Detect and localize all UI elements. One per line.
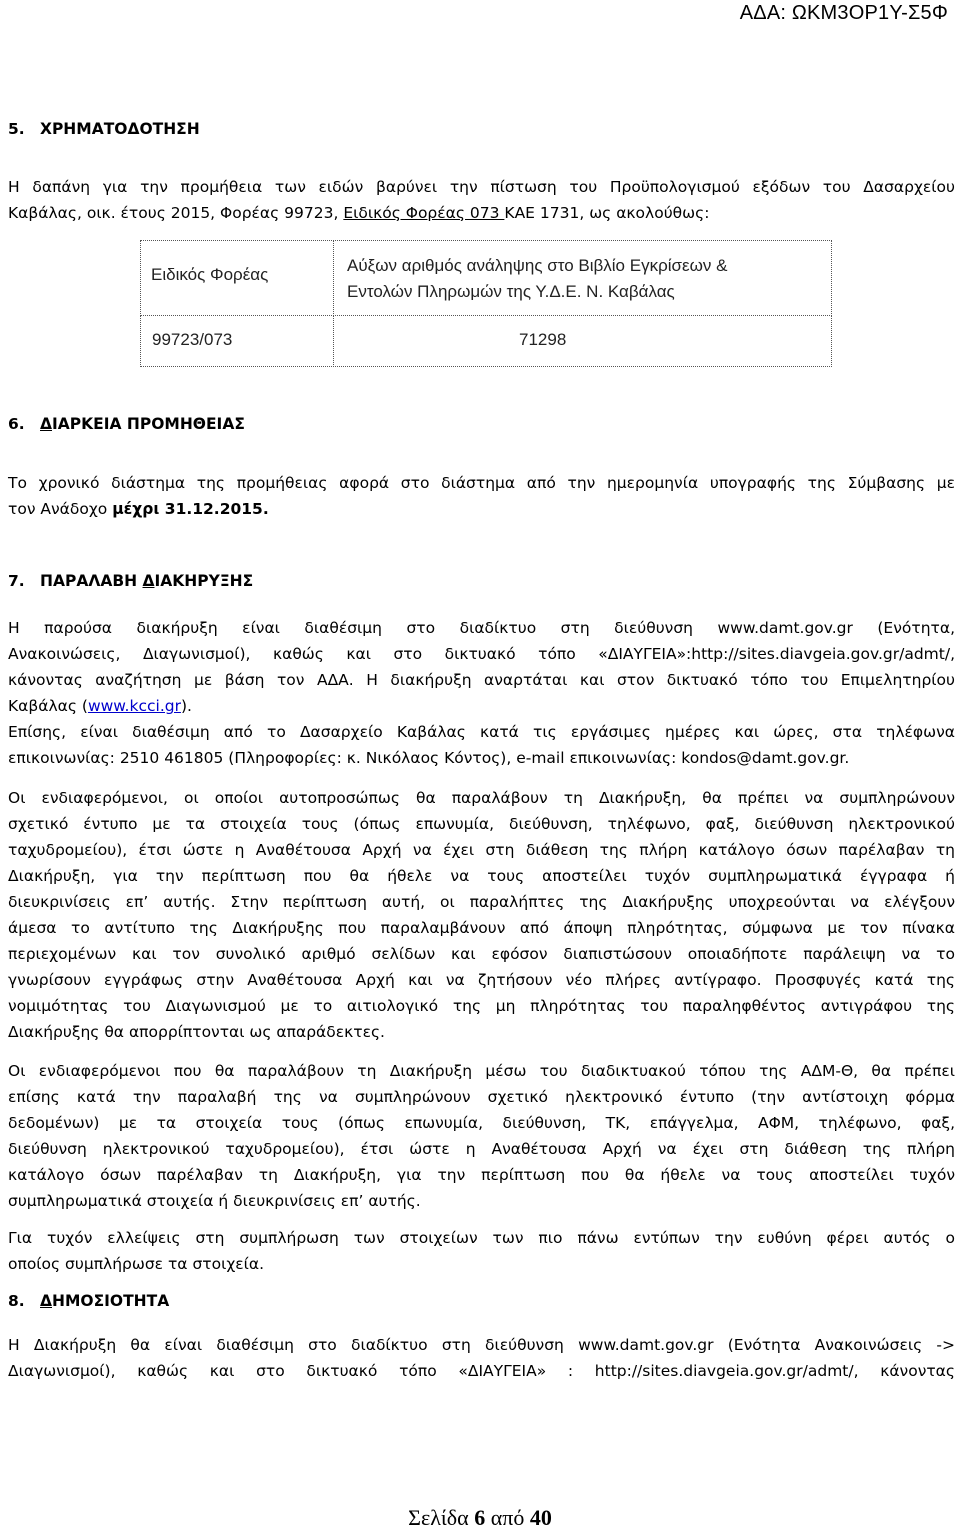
section-6-title: ΙΑΡΚΕΙΑ ΠΡΟΜΗΘΕΙΑΣ [52,415,245,433]
section-7-p1-line-3: κάνοντας αναζήτηση με βάση τον ΑΔΑ. Η διακήρυξη αναρτάται και στον δικτυακό τόπο του Επιμελητηρίου [8,671,955,689]
section-7-title: ΙΑΚΗΡΥΞΗΣ [154,572,254,590]
section-7-p1-line-4 [8,693,955,719]
table-header-col2-line1: Αύξων αριθμός ανάληψης στο Βιβλίο Εγκρίσεων & [347,256,728,275]
ada-code-header: ΑΔΑ: ΩΚΜ3ΟΡ1Υ-Σ5Φ [739,2,948,24]
table-row-col2 [333,315,832,367]
section-7-title-part-a: ΠΑΡΑΛΑΒΗ [40,572,143,590]
section-8-title: ΗΜΟΣΙΟΤΗΤΑ [52,1292,170,1310]
page-of-label: από [490,1505,525,1530]
section-5-paragraph [8,174,955,226]
section-7-p1-line-2: Ανακοινώσεις, Διαγωνισμοί), καθώς και στο δικτυακό τόπο «ΔΙΑΥΓΕΙΑ»:http://sites.diavgeia.gov.gr/admt/, [8,645,955,663]
section-5-line-2-part-a: Καβάλας, οικ. έτους 2015, Φορέας 99723, [8,204,344,222]
section-6-heading [8,415,245,433]
section-7-p1-line-4-a: Καβάλας ( [8,697,88,715]
section-7-paragraph-1 [8,615,955,719]
section-7-p3-line: ταχυδρομείου), έτσι ώστε η Αναθέτουσα Αρχή να έχει στη διάθεση της πλήρη κατάλογο όσων παρέλαβαν τη [8,841,955,859]
section-8-title-underlined: Δ [40,1292,52,1310]
section-6-line-2-part-a: τον Ανάδοχο [8,500,113,518]
table-row-col1 [140,315,334,367]
section-8-line-2: Διαγωνισμοί), καθώς και στο δικτυακό τόπο «ΔΙΑΥΓΕΙΑ» : http://sites.diavgeia.gov.gr/admt/, κάνοντας [8,1362,955,1380]
page-current-number: 6 [474,1505,486,1530]
section-7-p3-line: γνωρίσουν εγγράφως στην Αναθέτουσα Αρχή και να ζητήσουν νέο πλήρες αντίγραφο. Προσφυγές κατά της [8,971,955,989]
section-7-paragraph-2 [8,719,955,771]
section-6-line-1: Το χρονικό διάστημα της προμήθειας αφορά στο διάστημα από την ημερομηνία υπογραφής της Σύμβασης με [8,474,955,492]
section-8-heading [8,1292,169,1310]
section-7-p5-line-2: οποίος συμπλήρωσε τα στοιχεία. [8,1255,265,1273]
section-7-p5-line-1: Για τυχόν ελλείψεις στη συμπλήρωση των στοιχείων των πιο πάνω εντύπων την ευθύνη φέρει αυτός ο [8,1229,955,1247]
funding-table [140,240,832,367]
page-footer [0,1505,960,1531]
section-7-p1-line-1: Η παρούσα διακήρυξη είναι διαθέσιμη στο διαδίκτυο στη διεύθυνση www.damt.gov.gr (Ενότητα, [8,619,955,637]
table-row-col1-text: 99723/073 [152,330,233,349]
section-7-p4-line: δεδομένων) με τα στοιχεία τους (όπως επωνυμία, διεύθυνση, ΤΚ, επάγγελμα, ΑΦΜ, τηλέφωνο, φαξ, [8,1114,955,1132]
section-7-p4-line: Οι ενδιαφερόμενοι που θα παραλάβουν τη Διακήρυξη μέσω του διαδικτυακού τόπου της ΑΔΜ-Θ, θα πρέπει [8,1062,955,1080]
section-7-p3-line: νομιμότητας του Διαγωνισμού με το αιτιολογικό της μη πληρότητας του παραληφθέντος αντιγράφου της [8,997,955,1015]
table-row-col2-text: 71298 [519,330,567,349]
section-7-p3-line: Διακήρυξης θα απορρίπτονται ως απαράδεκτες. [8,1023,385,1041]
section-7-p4-line: κατάλογο όσων παρέλαβαν τη Διακήρυξη, για την περίπτωση που θα ήθελε να τους αποστείλει τυχόν [8,1166,955,1184]
section-6-line-2 [8,496,955,522]
section-5-line-1: Η δαπάνη για την προμήθεια των ειδών βαρύνει την πίστωση του Προϋπολογισμού εξόδων του Δασαρχείου [8,178,955,196]
section-5-heading [8,120,200,138]
section-8-paragraph [8,1332,955,1384]
page-label: Σελίδα [408,1505,469,1530]
section-6-paragraph [8,470,955,522]
section-7-p3-line: Οι ενδιαφερόμενοι, οι οποίοι αυτοπροσώπως θα παραλάβουν τη Διακήρυξη, θα πρέπει να συμπληρώνουν [8,789,955,807]
section-5-number: 5. [8,120,25,138]
section-7-heading [8,572,253,590]
section-7-paragraph-4 [8,1058,955,1214]
section-7-p2-line-1: Επίσης, είναι διαθέσιμη από το Δασαρχείο Καβάλας κατά τις εργάσιμες ημέρες και ώρες, στα τηλέφωνα [8,723,955,741]
section-7-p2-line-2: επικοινωνίας: 2510 461805 (Πληροφορίες: κ. Νικόλαος Κόντος), e-mail επικοινωνίας: kondos@damt.gov.gr. [8,749,850,767]
section-7-p3-line: άμεσα το αντίτυπο της Διακήρυξης που παραλαμβάνουν από άποψη πληρότητας, σύμφωνα με τον πίνακα [8,919,955,937]
section-7-p3-line: Διακήρυξη, για την περίπτωση που θα ήθελε να τους αποστείλει τυχόν συμπληρωματικά έγγραφα ή [8,867,955,885]
section-7-number: 7. [8,572,25,590]
table-header-col2 [333,240,832,316]
section-5-title: ΧΡΗΜΑΤΟΔΟΤΗΣΗ [40,120,200,138]
table-header-col2-text [347,253,727,305]
section-8-line-1: Η Διακήρυξη θα είναι διαθέσιμη στο διαδίκτυο στη διεύθυνση www.damt.gov.gr (Ενότητα Ανακοινώσεις -> [8,1336,955,1354]
kcci-link[interactable]: www.kcci.gr [87,697,181,715]
table-header-col1-text: Ειδικός Φορέας [151,265,269,284]
section-5-line-2-underlined: Ειδικός Φορέας 073 [343,204,505,222]
section-7-p3-line: διευκρινίσεις επ’ αυτής. Στην περίπτωση αυτή, οι παραλήπτες της Διακήρυξης υποχρεούνται να ελέγξουν [8,893,955,911]
section-7-title-underlined: Δ [142,572,155,590]
section-7-p4-line: επίσης κατά την παραλαβή της να συμπληρώνουν σχετικό ηλεκτρονικό έντυπο (την αντίστοιχη φόρμα [8,1088,955,1106]
section-5-line-2 [8,200,955,226]
section-8-number: 8. [8,1292,25,1310]
table-header-col1 [140,240,334,316]
section-7-p4-line: συμπληρωματικά στοιχεία ή διευκρινίσεις επ’ αυτής. [8,1192,421,1210]
section-6-deadline: μέχρι 31.12.2015. [112,500,269,518]
section-7-p3-line: σχετικό έντυπο με τα στοιχεία τους (όπως επωνυμία, διεύθυνση, τηλέφωνο, φαξ, διεύθυνση ηλεκτρονικού [8,815,955,833]
section-7-p1-line-4-b: ). [180,697,192,715]
section-6-number: 6. [8,415,25,433]
section-7-paragraph-5 [8,1225,955,1277]
section-5-line-2-part-b: ΚΑΕ 1731, ως ακολούθως: [504,204,710,222]
page-total-number: 40 [529,1505,552,1530]
section-7-paragraph-3 [8,785,955,1045]
section-6-title-underlined: Δ [40,415,52,433]
section-7-p3-line: περιεχομένων και τον συνολικό αριθμό σελίδων και εφόσον διαπιστώσουν οποιαδήποτε παράλειψη να το [8,945,955,963]
table-header-col2-line2: Εντολών Πληρωμών της Υ.Δ.Ε. Ν. Καβάλας [347,282,675,301]
section-7-p4-line: διεύθυνση ηλεκτρονικού ταχυδρομείου), έτσι ώστε η Αναθέτουσα Αρχή να έχει στη διάθεση της πλήρη [8,1140,955,1158]
